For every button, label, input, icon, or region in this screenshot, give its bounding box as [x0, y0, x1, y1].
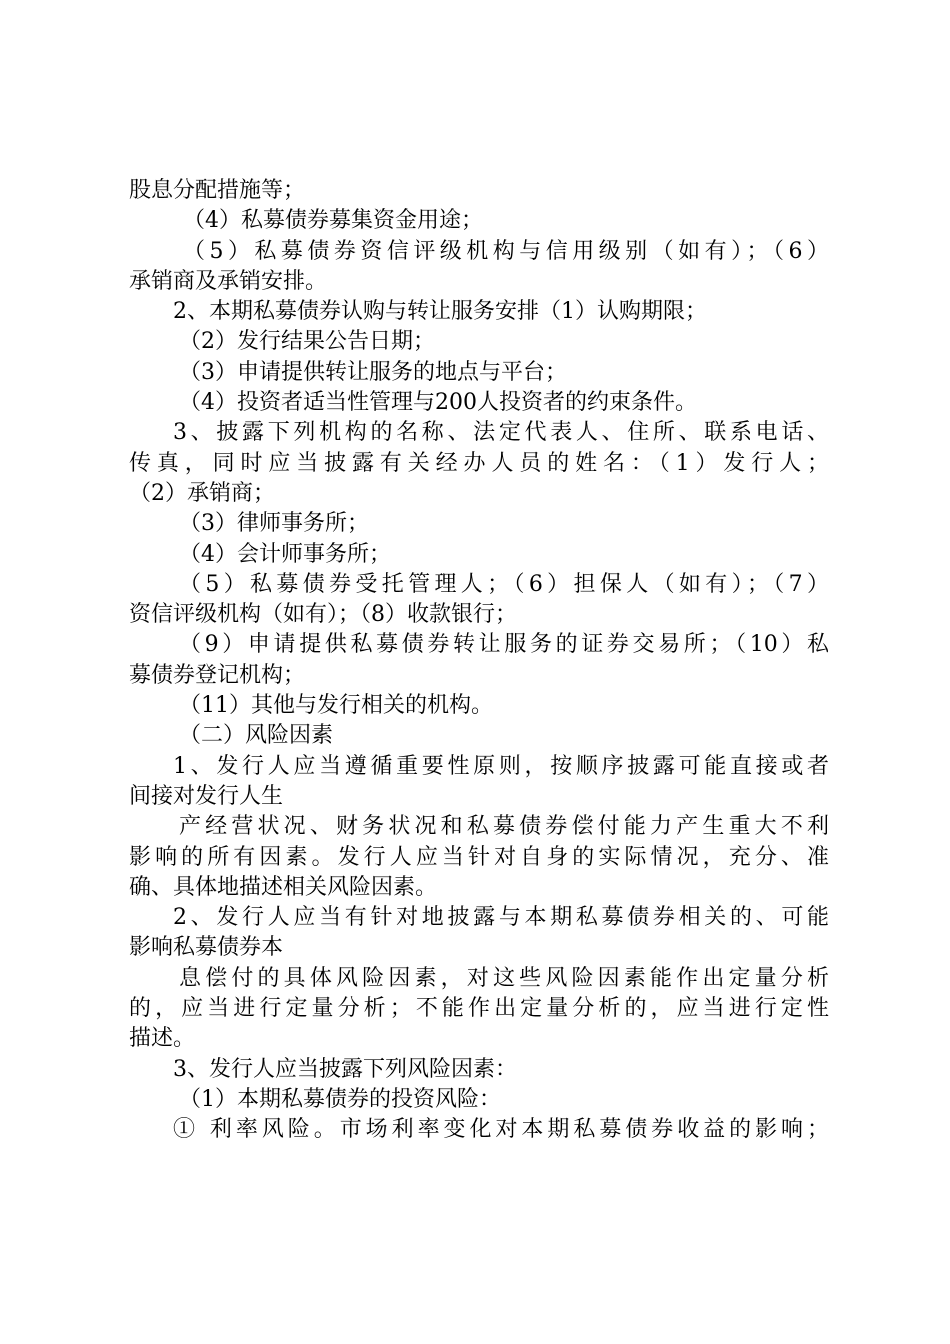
text-line: （2）发行结果公告日期； — [179, 329, 435, 355]
text-line: 资信评级机构（如有）；（8）收款银行； — [129, 602, 517, 628]
text-line: （2）承销商； — [129, 480, 275, 506]
text-line: 3、披露下列机构的名称、法定代表人、住所、联系电话、 — [173, 420, 829, 446]
text-line: 3、发行人应当披露下列风险因素： — [173, 1056, 517, 1082]
text-line: （4）投资者适当性管理与200人投资者的约束条件。 — [179, 390, 697, 416]
text-line: 间接对发行人生 — [129, 783, 284, 809]
text-line: 息偿付的具体风险因素，对这些风险因素能作出定量分析 — [179, 965, 829, 991]
text-line: 描述。 — [129, 1026, 196, 1052]
text-line: 传真，同时应当披露有关经办人员的姓名：（1）发行人； — [129, 450, 829, 476]
text-line: （5）私募债券资信评级机构与信用级别（如有）；（6） — [183, 238, 829, 264]
text-line: 承销商及承销安排。 — [129, 268, 328, 294]
text-line: 2、发行人应当有针对地披露与本期私募债券相关的、可能 — [173, 905, 829, 931]
text-line: 股息分配措施等； — [129, 178, 306, 203]
text-line: （4）私募债券募集资金用途； — [183, 208, 483, 234]
text-line: （3）申请提供转让服务的地点与平台； — [179, 359, 567, 385]
text-line: 影响的所有因素。发行人应当针对自身的实际情况，充分、准 — [129, 844, 829, 870]
text-line: 确、具体地描述相关风险因素。 — [129, 874, 438, 900]
text-line: （5）私募债券受托管理人；（6）担保人（如有）；（7） — [179, 571, 829, 597]
text-line: 产经营状况、财务状况和私募债券偿付能力产生重大不利 — [179, 814, 829, 840]
text-line: 募债券登记机构； — [129, 662, 306, 688]
text-line: 1、发行人应当遵循重要性原则，按顺序披露可能直接或者 — [173, 753, 829, 779]
document-body — [129, 176, 829, 1146]
text-line: （1）本期私募债券的投资风险： — [179, 1086, 501, 1112]
text-line: （4）会计师事务所； — [179, 541, 391, 567]
text-line: 的，应当进行定量分析；不能作出定量分析的，应当进行定性 — [129, 996, 829, 1022]
text-line: （9）申请提供私募债券转让服务的证券交易所；（10）私 — [179, 632, 829, 658]
text-line: （3）律师事务所； — [179, 511, 369, 537]
text-line: （二）风险因素 — [179, 723, 334, 749]
text-line: ① 利率风险。市场利率变化对本期私募债券收益的影响； — [173, 1117, 829, 1143]
text-line: （11）其他与发行相关的机构。 — [179, 693, 493, 719]
text-line: 2、本期私募债券认购与转让服务安排（1）认购期限； — [173, 299, 707, 325]
text-line: 影响私募债券本 — [129, 935, 284, 961]
